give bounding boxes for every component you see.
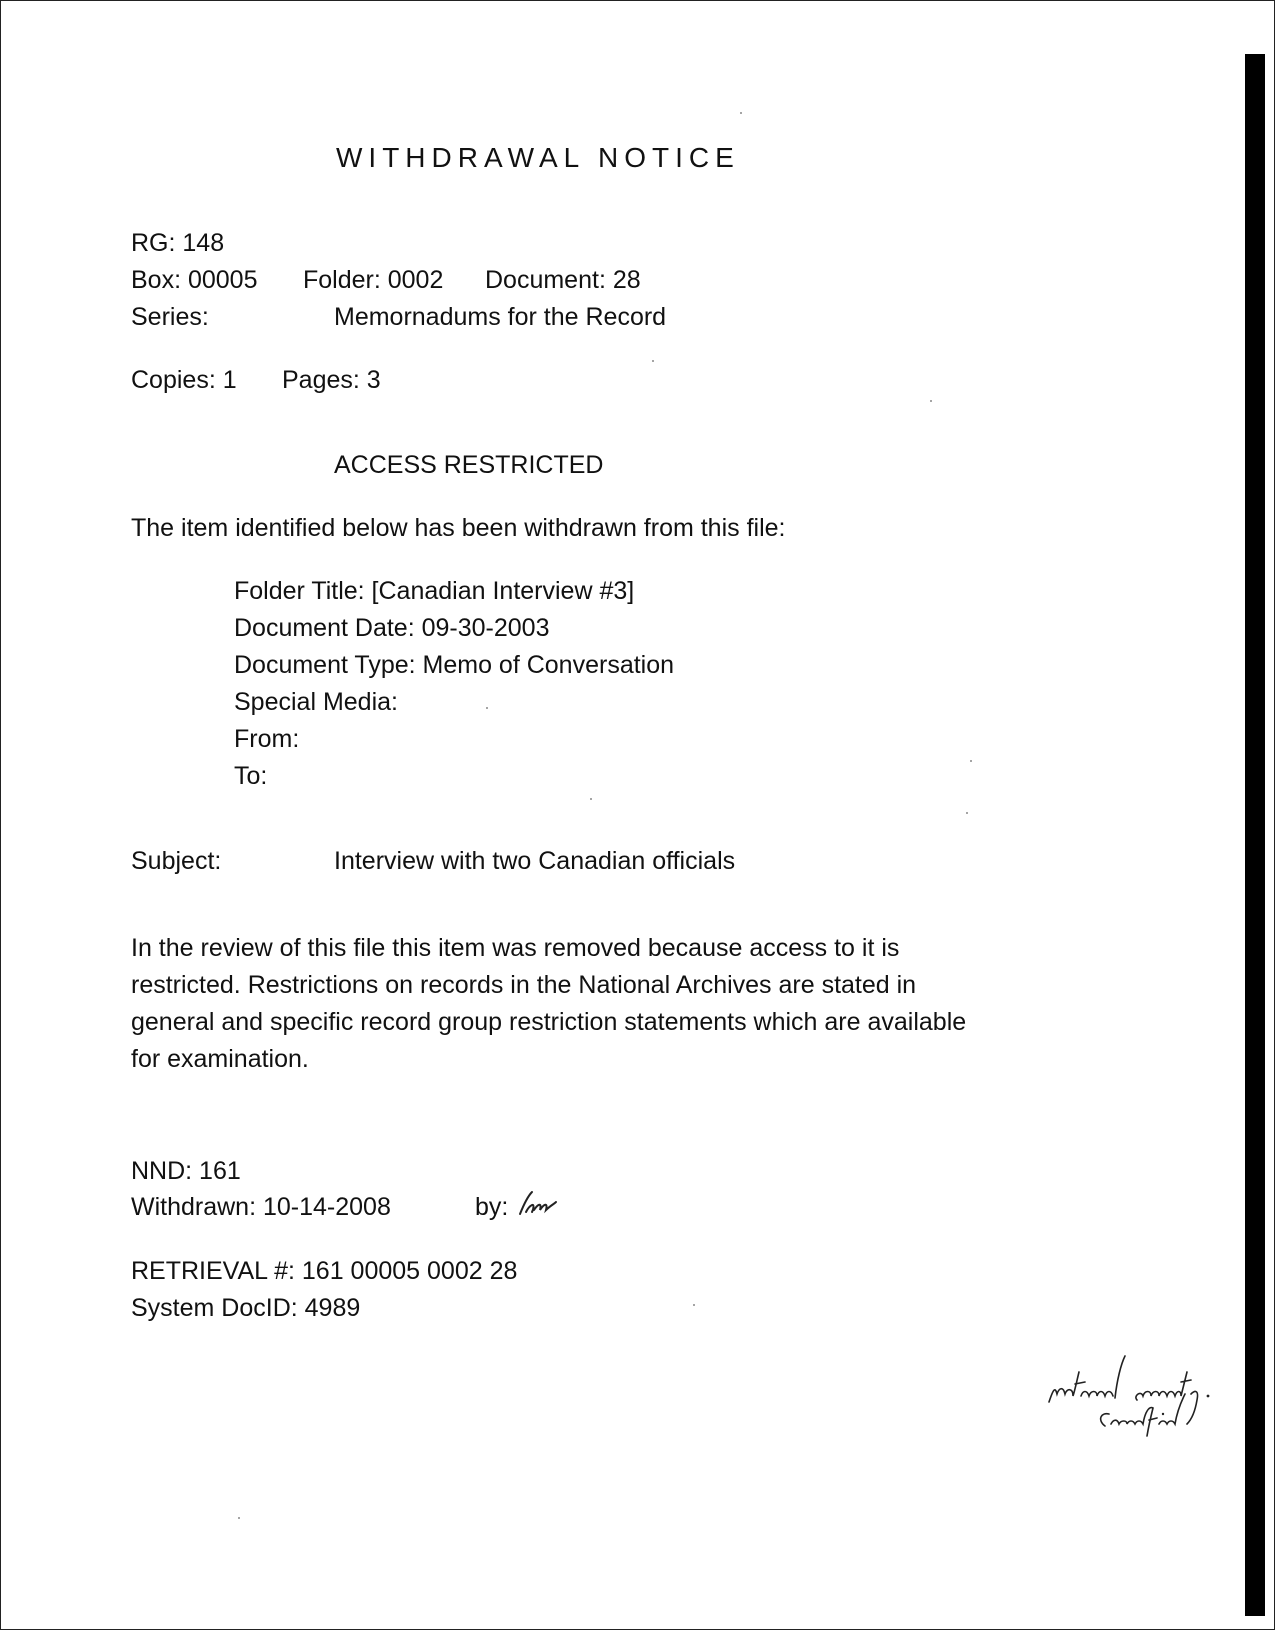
restriction-paragraph [131,930,1031,1078]
scan-speck [238,1517,240,1519]
rg-field: RG: 148 [131,229,225,257]
nnd-field: NND: 161 [131,1157,241,1185]
withdrawn-field: Withdrawn: 10-14-2008 [131,1193,391,1221]
scan-speck [486,707,488,709]
series-value: Memornadums for the Record [334,303,667,331]
box-field: Box: 00005 [131,266,258,294]
folder-field: Folder: 0002 [303,266,444,294]
pages-field: Pages: 3 [282,366,381,394]
document-type-field: Document Type: Memo of Conversation [234,651,675,679]
paragraph-line: In the review of this file this item was removed because access to it is [131,934,900,962]
scan-speck [970,760,972,762]
special-media-field: Special Media: [234,688,398,716]
document-date-field: Document Date: 09-30-2003 [234,614,550,642]
scan-speck [590,798,592,800]
scan-speck [740,112,742,114]
reviewer-initials-signature [512,1186,562,1222]
scan-speck [930,400,932,402]
page-title: WITHDRAWAL NOTICE [336,142,740,173]
series-label: Series: [131,303,209,331]
document-field: Document: 28 [485,266,641,294]
paragraph-line: general and specific record group restriction statements which are available [131,1008,967,1036]
handwritten-classification-note [1045,1350,1245,1440]
folder-title-field: Folder Title: [Canadian Interview #3] [234,577,635,605]
subject-value: Interview with two Canadian officials [334,847,736,875]
access-restricted-heading: ACCESS RESTRICTED [334,451,604,479]
by-label: by: [475,1193,509,1221]
paragraph-line: restricted. Restrictions on records in the National Archives are stated in [131,971,917,999]
copies-field: Copies: 1 [131,366,237,394]
subject-label: Subject: [131,847,222,875]
from-field: From: [234,725,300,753]
scan-speck [693,1304,695,1306]
scan-speck [966,812,968,814]
scan-edge-bar [1245,54,1265,1616]
system-docid-field: System DocID: 4989 [131,1294,361,1322]
retrieval-field: RETRIEVAL #: 161 00005 0002 28 [131,1257,518,1285]
intro-text: The item identified below has been withdrawn from this file: [131,514,786,542]
to-field: To: [234,762,268,790]
scan-speck [652,360,654,362]
paragraph-line: for examination. [131,1045,309,1073]
